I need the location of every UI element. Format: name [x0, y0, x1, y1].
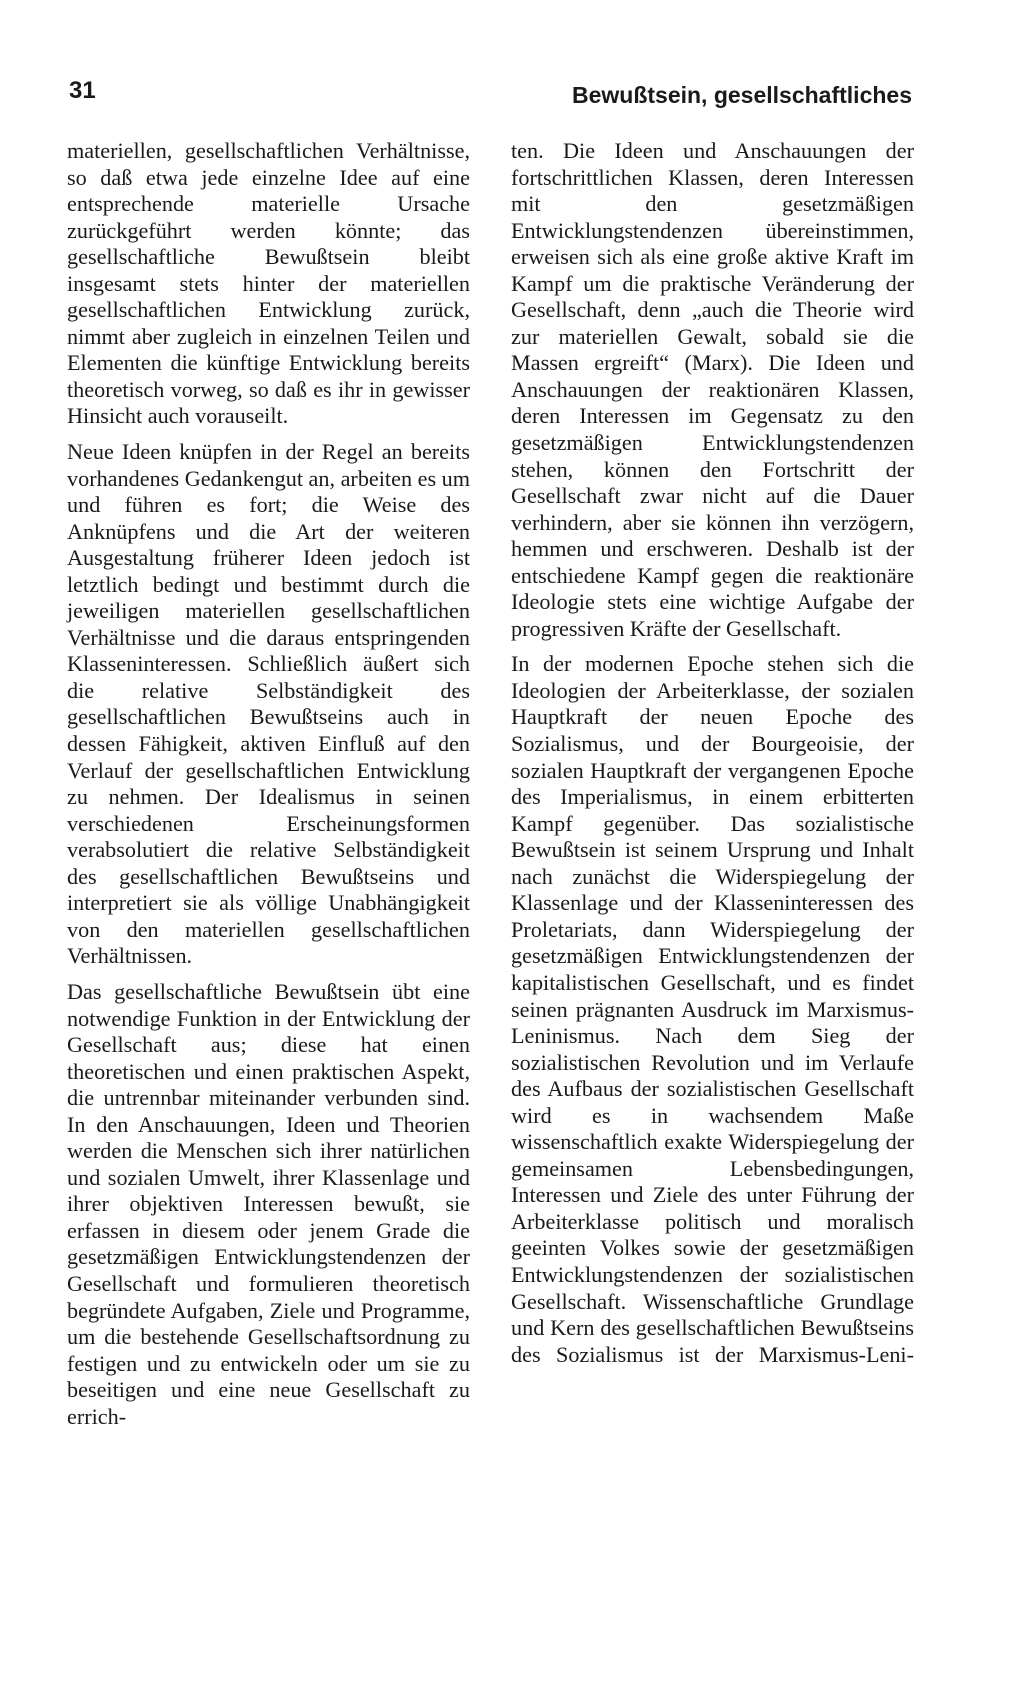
left-column: [67, 138, 470, 1430]
paragraph-left-2: Neue Ideen knüpfen in der Regel an bereits vorhandenes Gedankengut an, arbeiten es um und führen es fort; die Weise des Anknüpfens und die Art der weiteren Ausgestaltung früherer Ideen jedoch ist letztlich bedingt und bestimmt durch die jeweiligen materiellen gesellschaftlichen Verhältnisse und die daraus entspringenden Klasseninteressen. Schließlich äußert sich die relative Selbständigkeit des gesellschaftlichen Bewußtseins auch in dessen Fähigkeit, aktiven Einfluß auf den Verlauf der gesellschaftlichen Entwicklung zu nehmen. Der Idealismus in seinen verschiedenen Erscheinungsformen verabsolutiert die relative Selbständigkeit des gesellschaftlichen Bewußtseins und interpretiert sie als völlige Unabhängigkeit von den materiellen gesellschaftlichen Verhältnissen.: [67, 439, 470, 969]
paragraph-right-1: ten. Die Ideen und Anschauungen der fortschrittlichen Klassen, deren Interessen mit den gesetzmäßigen Entwicklungstendenzen übereinstimmen, erweisen sich als eine große aktive Kraft im Kampf um die praktische Veränderung der Gesellschaft, denn „auch die Theorie wird zur materiellen Gewalt, sobald sie die Massen ergreift“ (Marx). Die Ideen und Anschauungen der reaktionären Klassen, deren Interessen im Gegensatz zu den gesetzmäßigen Entwicklungstendenzen stehen, können den Fortschritt der Gesellschaft zwar nicht auf die Dauer verhindern, aber sie können ihn verzögern, hemmen und erschweren. Deshalb ist der entschiedene Kampf gegen die reaktionäre Ideologie stets eine wichtige Aufgabe der progressiven Kräfte der Gesellschaft.: [511, 138, 914, 641]
running-head: Bewußtsein, gesellschaftliches: [571, 82, 912, 108]
paragraph-left-3: Das gesellschaftliche Bewußtsein übt eine notwendige Funktion in der Entwicklung der Gesellschaft aus; diese hat einen theoretischen und einen praktischen Aspekt, die untrennbar miteinander verbunden sind. In den Anschauungen, Ideen und Theorien werden die Menschen sich ihrer natürlichen und sozialen Umwelt, ihrer Klassenlage und ihrer objektiven Interessen bewußt, sie erfassen in diesem oder jenem Grade die gesetzmäßigen Entwicklungstendenzen der Gesellschaft und formulieren theoretisch begründete Aufgaben, Ziele und Programme, um die bestehende Gesellschaftsordnung zu festigen und zu entwickeln oder um sie zu beseitigen und eine neue Gesellschaft zu errich-: [67, 978, 470, 1429]
page-number: 31: [69, 77, 96, 104]
paragraph-left-1: materiellen, gesellschaftlichen Verhältnisse, so daß etwa jede einzelne Idee auf eine entsprechende materielle Ursache zurückgeführt werden könnte; das gesellschaftliche Bewußtsein bleibt insgesamt stets hinter der materiellen gesellschaftlichen Entwicklung zurück, nimmt aber zugleich in einzelnen Teilen und Elementen die künftige Entwicklung bereits theoretisch vorweg, so daß es ihr in gewisser Hinsicht auch vorauseilt.: [67, 138, 470, 429]
paragraph-right-2: In der modernen Epoche stehen sich die Ideologien der Arbeiterklasse, der sozialen Hauptkraft der neuen Epoche des Sozialismus, und der Bourgeoisie, der sozialen Hauptkraft der vergangenen Epoche des Imperialismus, in einem erbitterten Kampf gegenüber. Das sozialistische Bewußtsein ist seinem Ursprung und Inhalt nach zunächst die Widerspiegelung der Klassenlage und der Klasseninteressen des Proletariats, dann Widerspiegelung der gesetzmäßigen Entwicklungstendenzen der kapitalistischen Gesellschaft, und es findet seinen prägnanten Ausdruck im Marxismus-Leninismus. Nach dem Sieg der sozialistischen Revolution und im Verlaufe des Aufbaus der sozialistischen Gesellschaft wird es in wachsendem Maße wissenschaftlich exakte Widerspiegelung der gemeinsamen Lebensbedingungen, Interessen und Ziele des unter Führung der Arbeiterklasse politisch und moralisch geeinten Volkes sowie der gesetzmäßigen Entwicklungstendenzen der sozialistischen Gesellschaft. Wissenschaftliche Grundlage und Kern des gesellschaftlichen Bewußtseins des Sozialismus ist der Marxismus-Leni-: [511, 651, 914, 1367]
right-column: [511, 138, 914, 1368]
